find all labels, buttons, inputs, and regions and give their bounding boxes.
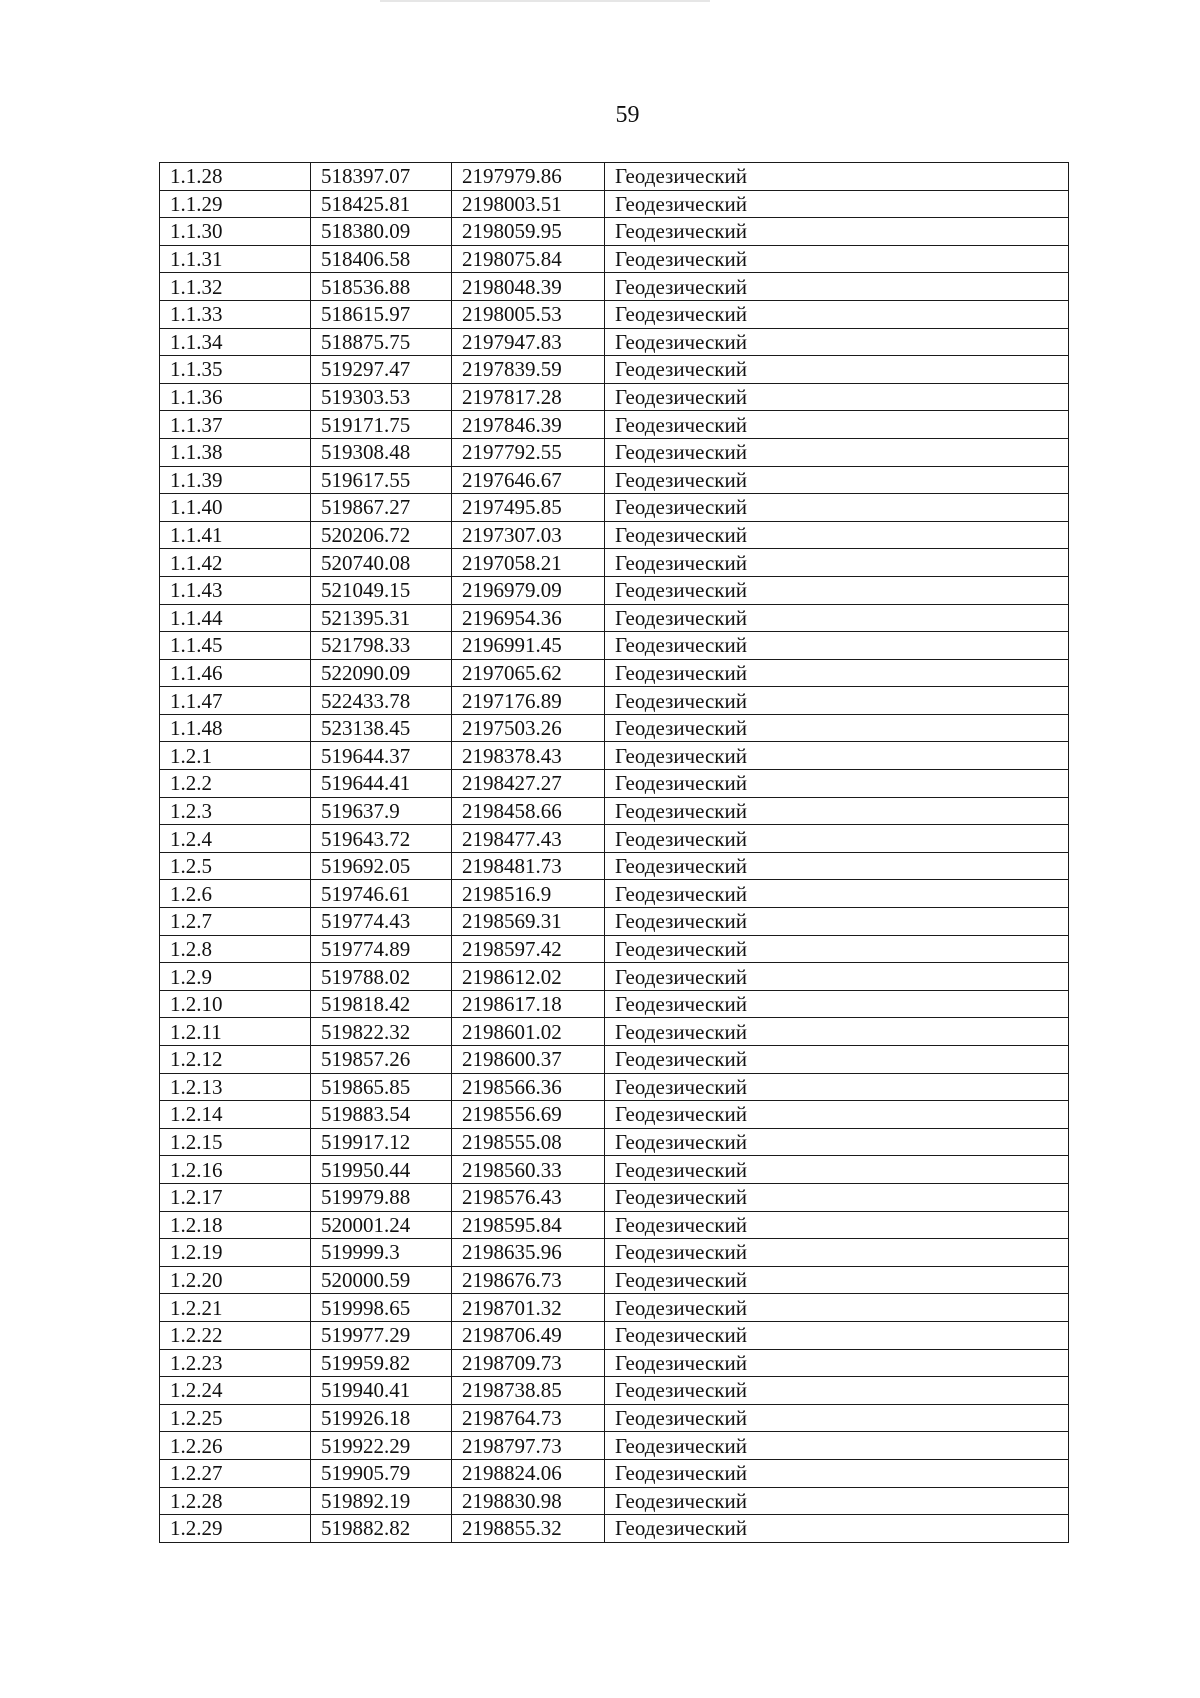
y-coordinate-cell: 2196979.09	[452, 576, 605, 604]
point-id-cell: 1.2.2	[160, 770, 311, 798]
y-coordinate-cell: 2198601.02	[452, 1018, 605, 1046]
x-coordinate-cell: 523138.45	[311, 714, 452, 742]
point-id-cell: 1.2.26	[160, 1432, 311, 1460]
y-coordinate-cell: 2197646.67	[452, 466, 605, 494]
y-coordinate-cell: 2198676.73	[452, 1266, 605, 1294]
x-coordinate-cell: 519774.43	[311, 908, 452, 936]
table-row	[160, 521, 1069, 549]
point-id-cell: 1.1.42	[160, 549, 311, 577]
x-coordinate-cell: 519865.85	[311, 1073, 452, 1101]
x-coordinate-cell: 518425.81	[311, 190, 452, 218]
point-id-cell: 1.1.30	[160, 218, 311, 246]
point-id-cell: 1.2.7	[160, 908, 311, 936]
x-coordinate-cell: 519822.32	[311, 1018, 452, 1046]
x-coordinate-cell: 519922.29	[311, 1432, 452, 1460]
table-row	[160, 604, 1069, 632]
x-coordinate-cell: 518397.07	[311, 163, 452, 191]
table-row	[160, 494, 1069, 522]
table-row	[160, 1046, 1069, 1074]
point-type-cell: Геодезический	[605, 411, 1069, 439]
point-type-cell: Геодезический	[605, 990, 1069, 1018]
x-coordinate-cell: 519643.72	[311, 825, 452, 853]
y-coordinate-cell: 2198597.42	[452, 935, 605, 963]
point-type-cell: Геодезический	[605, 163, 1069, 191]
x-coordinate-cell: 519746.61	[311, 880, 452, 908]
table-row	[160, 549, 1069, 577]
point-id-cell: 1.2.10	[160, 990, 311, 1018]
coordinates-table-body	[160, 163, 1069, 1543]
table-row	[160, 659, 1069, 687]
x-coordinate-cell: 518536.88	[311, 273, 452, 301]
x-coordinate-cell: 519905.79	[311, 1459, 452, 1487]
point-id-cell: 1.2.17	[160, 1183, 311, 1211]
point-type-cell: Геодезический	[605, 438, 1069, 466]
point-type-cell: Геодезический	[605, 494, 1069, 522]
point-id-cell: 1.2.29	[160, 1515, 311, 1543]
point-id-cell: 1.1.28	[160, 163, 311, 191]
y-coordinate-cell: 2198005.53	[452, 300, 605, 328]
point-id-cell: 1.2.25	[160, 1404, 311, 1432]
x-coordinate-cell: 518875.75	[311, 328, 452, 356]
y-coordinate-cell: 2197503.26	[452, 714, 605, 742]
coordinates-table	[159, 162, 1069, 1543]
y-coordinate-cell: 2198612.02	[452, 963, 605, 991]
point-type-cell: Геодезический	[605, 328, 1069, 356]
point-id-cell: 1.1.41	[160, 521, 311, 549]
y-coordinate-cell: 2196991.45	[452, 632, 605, 660]
y-coordinate-cell: 2198516.9	[452, 880, 605, 908]
point-type-cell: Геодезический	[605, 1128, 1069, 1156]
table-row	[160, 576, 1069, 604]
point-type-cell: Геодезический	[605, 1459, 1069, 1487]
x-coordinate-cell: 519617.55	[311, 466, 452, 494]
table-row	[160, 714, 1069, 742]
table-row	[160, 1349, 1069, 1377]
table-row	[160, 908, 1069, 936]
point-id-cell: 1.2.11	[160, 1018, 311, 1046]
x-coordinate-cell: 521798.33	[311, 632, 452, 660]
point-id-cell: 1.1.48	[160, 714, 311, 742]
point-type-cell: Геодезический	[605, 1239, 1069, 1267]
y-coordinate-cell: 2197176.89	[452, 687, 605, 715]
y-coordinate-cell: 2198576.43	[452, 1183, 605, 1211]
table-row	[160, 1073, 1069, 1101]
point-type-cell: Геодезический	[605, 1404, 1069, 1432]
table-row	[160, 1321, 1069, 1349]
x-coordinate-cell: 519977.29	[311, 1321, 452, 1349]
table-row	[160, 1459, 1069, 1487]
table-row	[160, 1211, 1069, 1239]
point-type-cell: Геодезический	[605, 1321, 1069, 1349]
point-type-cell: Геодезический	[605, 742, 1069, 770]
y-coordinate-cell: 2198764.73	[452, 1404, 605, 1432]
x-coordinate-cell: 519774.89	[311, 935, 452, 963]
y-coordinate-cell: 2198830.98	[452, 1487, 605, 1515]
y-coordinate-cell: 2198566.36	[452, 1073, 605, 1101]
x-coordinate-cell: 519882.82	[311, 1515, 452, 1543]
point-type-cell: Геодезический	[605, 1211, 1069, 1239]
point-id-cell: 1.1.37	[160, 411, 311, 439]
table-row	[160, 935, 1069, 963]
x-coordinate-cell: 521395.31	[311, 604, 452, 632]
table-row	[160, 632, 1069, 660]
x-coordinate-cell: 519303.53	[311, 383, 452, 411]
point-id-cell: 1.1.47	[160, 687, 311, 715]
table-row	[160, 245, 1069, 273]
point-id-cell: 1.2.24	[160, 1377, 311, 1405]
x-coordinate-cell: 520206.72	[311, 521, 452, 549]
point-type-cell: Геодезический	[605, 1377, 1069, 1405]
point-id-cell: 1.1.45	[160, 632, 311, 660]
x-coordinate-cell: 518615.97	[311, 300, 452, 328]
scan-edge	[380, 0, 710, 2]
point-type-cell: Геодезический	[605, 1432, 1069, 1460]
x-coordinate-cell: 520740.08	[311, 549, 452, 577]
point-id-cell: 1.2.23	[160, 1349, 311, 1377]
y-coordinate-cell: 2198738.85	[452, 1377, 605, 1405]
point-type-cell: Геодезический	[605, 852, 1069, 880]
x-coordinate-cell: 522090.09	[311, 659, 452, 687]
x-coordinate-cell: 519979.88	[311, 1183, 452, 1211]
point-type-cell: Геодезический	[605, 687, 1069, 715]
point-id-cell: 1.2.5	[160, 852, 311, 880]
table-row	[160, 1128, 1069, 1156]
y-coordinate-cell: 2198075.84	[452, 245, 605, 273]
y-coordinate-cell: 2197058.21	[452, 549, 605, 577]
point-id-cell: 1.1.34	[160, 328, 311, 356]
point-id-cell: 1.1.31	[160, 245, 311, 273]
point-type-cell: Геодезический	[605, 549, 1069, 577]
y-coordinate-cell: 2198701.32	[452, 1294, 605, 1322]
point-id-cell: 1.1.38	[160, 438, 311, 466]
table-row	[160, 1101, 1069, 1129]
point-id-cell: 1.2.14	[160, 1101, 311, 1129]
point-id-cell: 1.2.19	[160, 1239, 311, 1267]
x-coordinate-cell: 519998.65	[311, 1294, 452, 1322]
point-id-cell: 1.2.18	[160, 1211, 311, 1239]
table-row	[160, 797, 1069, 825]
point-type-cell: Геодезический	[605, 659, 1069, 687]
x-coordinate-cell: 519959.82	[311, 1349, 452, 1377]
point-type-cell: Геодезический	[605, 935, 1069, 963]
point-id-cell: 1.1.43	[160, 576, 311, 604]
table-row	[160, 1239, 1069, 1267]
table-row	[160, 218, 1069, 246]
y-coordinate-cell: 2198003.51	[452, 190, 605, 218]
point-type-cell: Геодезический	[605, 1018, 1069, 1046]
point-id-cell: 1.1.29	[160, 190, 311, 218]
table-row	[160, 990, 1069, 1018]
point-type-cell: Геодезический	[605, 1487, 1069, 1515]
point-id-cell: 1.1.36	[160, 383, 311, 411]
point-type-cell: Геодезический	[605, 825, 1069, 853]
x-coordinate-cell: 519644.41	[311, 770, 452, 798]
table-row	[160, 1018, 1069, 1046]
y-coordinate-cell: 2198458.66	[452, 797, 605, 825]
point-id-cell: 1.1.44	[160, 604, 311, 632]
point-type-cell: Геодезический	[605, 466, 1069, 494]
x-coordinate-cell: 519892.19	[311, 1487, 452, 1515]
point-id-cell: 1.2.4	[160, 825, 311, 853]
y-coordinate-cell: 2197846.39	[452, 411, 605, 439]
table-row	[160, 356, 1069, 384]
point-id-cell: 1.2.3	[160, 797, 311, 825]
table-row	[160, 273, 1069, 301]
point-id-cell: 1.2.16	[160, 1156, 311, 1184]
y-coordinate-cell: 2197979.86	[452, 163, 605, 191]
point-id-cell: 1.2.15	[160, 1128, 311, 1156]
table-row	[160, 825, 1069, 853]
table-row	[160, 328, 1069, 356]
point-id-cell: 1.2.9	[160, 963, 311, 991]
point-type-cell: Геодезический	[605, 1073, 1069, 1101]
y-coordinate-cell: 2198706.49	[452, 1321, 605, 1349]
x-coordinate-cell: 519788.02	[311, 963, 452, 991]
table-row	[160, 687, 1069, 715]
point-id-cell: 1.1.46	[160, 659, 311, 687]
point-type-cell: Геодезический	[605, 908, 1069, 936]
point-id-cell: 1.2.6	[160, 880, 311, 908]
y-coordinate-cell: 2198481.73	[452, 852, 605, 880]
table-row	[160, 300, 1069, 328]
y-coordinate-cell: 2198378.43	[452, 742, 605, 770]
point-id-cell: 1.2.20	[160, 1266, 311, 1294]
table-row	[160, 1377, 1069, 1405]
x-coordinate-cell: 519692.05	[311, 852, 452, 880]
point-type-cell: Геодезический	[605, 383, 1069, 411]
y-coordinate-cell: 2198595.84	[452, 1211, 605, 1239]
x-coordinate-cell: 518406.58	[311, 245, 452, 273]
y-coordinate-cell: 2197307.03	[452, 521, 605, 549]
point-id-cell: 1.1.39	[160, 466, 311, 494]
x-coordinate-cell: 519940.41	[311, 1377, 452, 1405]
y-coordinate-cell: 2198617.18	[452, 990, 605, 1018]
point-id-cell: 1.1.40	[160, 494, 311, 522]
table-row	[160, 383, 1069, 411]
table-row	[160, 163, 1069, 191]
y-coordinate-cell: 2198555.08	[452, 1128, 605, 1156]
point-type-cell: Геодезический	[605, 576, 1069, 604]
point-type-cell: Геодезический	[605, 218, 1069, 246]
y-coordinate-cell: 2197947.83	[452, 328, 605, 356]
x-coordinate-cell: 519308.48	[311, 438, 452, 466]
x-coordinate-cell: 519644.37	[311, 742, 452, 770]
point-id-cell: 1.1.33	[160, 300, 311, 328]
y-coordinate-cell: 2198427.27	[452, 770, 605, 798]
point-id-cell: 1.2.13	[160, 1073, 311, 1101]
point-id-cell: 1.2.8	[160, 935, 311, 963]
x-coordinate-cell: 522433.78	[311, 687, 452, 715]
y-coordinate-cell: 2198048.39	[452, 273, 605, 301]
x-coordinate-cell: 521049.15	[311, 576, 452, 604]
table-row	[160, 1183, 1069, 1211]
point-type-cell: Геодезический	[605, 245, 1069, 273]
point-type-cell: Геодезический	[605, 1266, 1069, 1294]
y-coordinate-cell: 2197839.59	[452, 356, 605, 384]
x-coordinate-cell: 519867.27	[311, 494, 452, 522]
x-coordinate-cell: 519857.26	[311, 1046, 452, 1074]
table-row	[160, 742, 1069, 770]
point-type-cell: Геодезический	[605, 1349, 1069, 1377]
point-id-cell: 1.2.1	[160, 742, 311, 770]
point-type-cell: Геодезический	[605, 1156, 1069, 1184]
point-id-cell: 1.1.35	[160, 356, 311, 384]
y-coordinate-cell: 2197817.28	[452, 383, 605, 411]
y-coordinate-cell: 2198556.69	[452, 1101, 605, 1129]
point-type-cell: Геодезический	[605, 190, 1069, 218]
point-type-cell: Геодезический	[605, 604, 1069, 632]
y-coordinate-cell: 2198824.06	[452, 1459, 605, 1487]
y-coordinate-cell: 2198059.95	[452, 218, 605, 246]
point-id-cell: 1.2.22	[160, 1321, 311, 1349]
point-type-cell: Геодезический	[605, 521, 1069, 549]
y-coordinate-cell: 2198477.43	[452, 825, 605, 853]
x-coordinate-cell: 520001.24	[311, 1211, 452, 1239]
point-id-cell: 1.1.32	[160, 273, 311, 301]
x-coordinate-cell: 519818.42	[311, 990, 452, 1018]
point-id-cell: 1.2.12	[160, 1046, 311, 1074]
point-type-cell: Геодезический	[605, 1046, 1069, 1074]
point-type-cell: Геодезический	[605, 1101, 1069, 1129]
y-coordinate-cell: 2198560.33	[452, 1156, 605, 1184]
y-coordinate-cell: 2198600.37	[452, 1046, 605, 1074]
x-coordinate-cell: 519926.18	[311, 1404, 452, 1432]
x-coordinate-cell: 519297.47	[311, 356, 452, 384]
point-id-cell: 1.2.27	[160, 1459, 311, 1487]
table-row	[160, 1404, 1069, 1432]
table-row	[160, 770, 1069, 798]
x-coordinate-cell: 519171.75	[311, 411, 452, 439]
table-row	[160, 1515, 1069, 1543]
point-type-cell: Геодезический	[605, 797, 1069, 825]
y-coordinate-cell: 2198855.32	[452, 1515, 605, 1543]
x-coordinate-cell: 519950.44	[311, 1156, 452, 1184]
point-type-cell: Геодезический	[605, 1515, 1069, 1543]
y-coordinate-cell: 2198709.73	[452, 1349, 605, 1377]
table-row	[160, 880, 1069, 908]
y-coordinate-cell: 2198635.96	[452, 1239, 605, 1267]
y-coordinate-cell: 2197792.55	[452, 438, 605, 466]
table-row	[160, 1266, 1069, 1294]
point-type-cell: Геодезический	[605, 300, 1069, 328]
table-row	[160, 1294, 1069, 1322]
point-type-cell: Геодезический	[605, 770, 1069, 798]
point-type-cell: Геодезический	[605, 1294, 1069, 1322]
table-row	[160, 466, 1069, 494]
table-row	[160, 963, 1069, 991]
page-number: 59	[615, 102, 640, 128]
table-row	[160, 411, 1069, 439]
x-coordinate-cell: 519637.9	[311, 797, 452, 825]
y-coordinate-cell: 2197495.85	[452, 494, 605, 522]
point-id-cell: 1.2.28	[160, 1487, 311, 1515]
table-row	[160, 1432, 1069, 1460]
point-type-cell: Геодезический	[605, 1183, 1069, 1211]
y-coordinate-cell: 2197065.62	[452, 659, 605, 687]
table-row	[160, 438, 1069, 466]
y-coordinate-cell: 2196954.36	[452, 604, 605, 632]
point-type-cell: Геодезический	[605, 356, 1069, 384]
x-coordinate-cell: 518380.09	[311, 218, 452, 246]
x-coordinate-cell: 519999.3	[311, 1239, 452, 1267]
table-row	[160, 1487, 1069, 1515]
point-type-cell: Геодезический	[605, 880, 1069, 908]
point-type-cell: Геодезический	[605, 273, 1069, 301]
x-coordinate-cell: 520000.59	[311, 1266, 452, 1294]
x-coordinate-cell: 519917.12	[311, 1128, 452, 1156]
table-row	[160, 852, 1069, 880]
y-coordinate-cell: 2198569.31	[452, 908, 605, 936]
y-coordinate-cell: 2198797.73	[452, 1432, 605, 1460]
point-type-cell: Геодезический	[605, 714, 1069, 742]
point-type-cell: Геодезический	[605, 963, 1069, 991]
x-coordinate-cell: 519883.54	[311, 1101, 452, 1129]
table-row	[160, 1156, 1069, 1184]
table-row	[160, 190, 1069, 218]
point-type-cell: Геодезический	[605, 632, 1069, 660]
point-id-cell: 1.2.21	[160, 1294, 311, 1322]
